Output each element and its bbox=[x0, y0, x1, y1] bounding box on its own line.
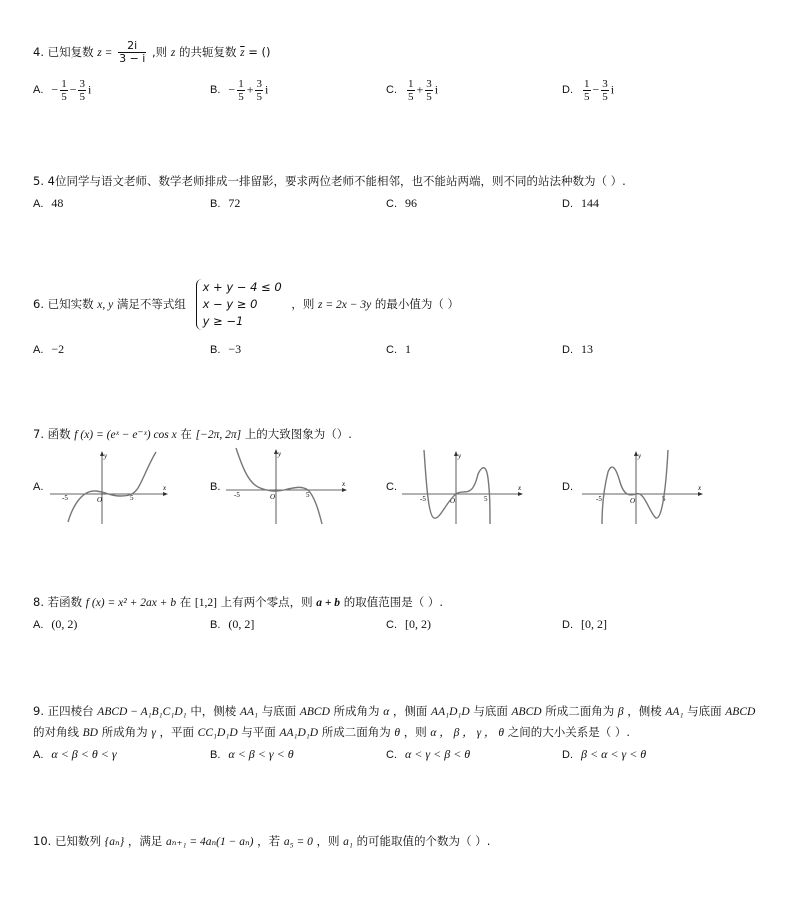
q7-prefix: 7. 函数 bbox=[33, 427, 71, 441]
q4-option-frac-1 bbox=[407, 78, 415, 103]
q7-d-tick-pos: 5 bbox=[662, 495, 666, 503]
q5-option-b: B. 72 bbox=[210, 196, 241, 210]
q7-c-tick-pos: 5 bbox=[484, 495, 488, 503]
q9-t11: 所成角为 bbox=[101, 725, 148, 739]
q4-option-frac-1 bbox=[60, 78, 68, 103]
q9-alpha: α bbox=[383, 706, 390, 718]
q4-option-d2: 5 bbox=[79, 91, 85, 103]
q7-graph-a bbox=[50, 450, 170, 526]
q4-option-n1: 1 bbox=[584, 78, 590, 90]
q4-mid: ,则 bbox=[152, 45, 168, 59]
q6-mid: 满足不等式组 bbox=[116, 297, 186, 311]
q7-graph-b bbox=[226, 446, 350, 526]
q9-t13: 与平面 bbox=[241, 725, 276, 739]
q7-a-origin: O bbox=[97, 496, 103, 504]
q9-option-d: D. β < α < γ < θ bbox=[562, 747, 647, 761]
q4-option-n2: 3 bbox=[426, 78, 432, 90]
q4-option-frac-2 bbox=[425, 78, 433, 103]
q7-c-origin: O bbox=[450, 497, 456, 505]
q4-option-n2: 3 bbox=[79, 78, 85, 90]
q7-a-x-label: x bbox=[163, 484, 167, 492]
q8-interval: [1,2] bbox=[194, 597, 217, 609]
q7-d-y-label: y bbox=[638, 452, 642, 460]
q8-prefix: 8. 若函数 bbox=[33, 595, 83, 609]
q9-t4: 所成角为 bbox=[333, 704, 380, 718]
q7-option-a-label: A. bbox=[33, 481, 44, 493]
q9-face3: AA₁D₁D bbox=[279, 727, 319, 739]
q4-prefix: 4. 已知复数 bbox=[33, 45, 94, 59]
q4-option-d2: 5 bbox=[256, 91, 262, 103]
q4-z-lhs: z = bbox=[97, 47, 113, 59]
q6-ineq-1: x + y − 4 ≤ 0 bbox=[202, 280, 282, 294]
q6-option-a: A. −2 bbox=[33, 342, 65, 356]
q7-interval: [−2π, 2π] bbox=[195, 429, 242, 441]
q9-t1: 9. 正四棱台 bbox=[33, 704, 94, 718]
q4-option-tag: B. bbox=[210, 84, 221, 97]
q10-suffix: 的可能取值的个数为（ ）. bbox=[356, 834, 491, 848]
q4-option-frac-2 bbox=[601, 78, 609, 103]
q4-option-op: − bbox=[69, 82, 77, 97]
q4-z-var: z bbox=[170, 47, 176, 59]
q4-option-i: i bbox=[434, 82, 439, 97]
q7-b-tick-neg: -5 bbox=[234, 491, 240, 499]
q9-aa1: AA₁ bbox=[239, 706, 259, 718]
q7-b-tick-pos: 5 bbox=[306, 491, 310, 499]
q7-option-d-label: D. bbox=[562, 481, 573, 493]
q6-expr: z = 2x − 3y bbox=[317, 299, 372, 311]
q4-option-op: + bbox=[416, 82, 424, 97]
q10-prefix: 10. 已知数列 bbox=[33, 834, 101, 848]
question-8 bbox=[33, 594, 443, 610]
q4-option-frac-2 bbox=[255, 78, 263, 103]
q4-option-op: + bbox=[246, 82, 254, 97]
q9-t9: 与底面 bbox=[687, 704, 722, 718]
q9-t16: 之间的大小关系是（ ）. bbox=[507, 725, 631, 739]
q7-graph-d bbox=[582, 448, 706, 526]
q9-option-c: C. α < γ < β < θ bbox=[386, 747, 471, 761]
q8-func: f (x) = x² + 2ax + b bbox=[85, 597, 177, 609]
question-5: 5. 4位同学与语文老师、数学老师排成一排留影，要求两位老师不能相邻，也不能站两端，则不同的站法种数为（ ）. bbox=[33, 174, 626, 188]
q6-suffix: 的最小值为（ ） bbox=[374, 297, 460, 311]
q4-suffix: 的共轭复数 bbox=[178, 45, 237, 59]
q7-mid: 在 bbox=[180, 427, 192, 441]
q9-t5: ，侧面 bbox=[392, 704, 428, 718]
q4-option-d1: 5 bbox=[584, 91, 590, 103]
q9-abcd2: ABCD bbox=[511, 706, 542, 718]
q9-t8: ，侧棱 bbox=[627, 704, 662, 718]
q10-mid2: ，若 bbox=[257, 834, 281, 848]
q4-option-n2: 3 bbox=[602, 78, 608, 90]
q4-option-d2: 5 bbox=[426, 91, 432, 103]
question-9-line-1 bbox=[33, 703, 755, 719]
q7-a-y-label: y bbox=[104, 452, 108, 460]
q4-option-i: i bbox=[87, 82, 92, 97]
q6-option-c: C. 1 bbox=[386, 342, 411, 356]
q4-option-n1: 1 bbox=[238, 78, 244, 90]
q4-option-n2: 3 bbox=[256, 78, 262, 90]
q4-z-bar: $\overline{z}$ bbox=[240, 47, 245, 59]
q6-ineq-3: y ≥ −1 bbox=[202, 314, 244, 328]
q4-option-tag: D. bbox=[562, 84, 573, 97]
q6-after: ，则 bbox=[291, 297, 315, 311]
q4-option-n1: 1 bbox=[61, 78, 67, 90]
q4-option-d bbox=[562, 78, 614, 103]
q4-option-c bbox=[386, 78, 438, 103]
q9-t7: 所成二面角为 bbox=[545, 704, 615, 718]
q9-beta: β bbox=[617, 706, 624, 718]
q9-list: α ， β ， γ ， θ bbox=[430, 727, 505, 739]
q9-gamma: γ bbox=[151, 727, 156, 739]
q4-option-a bbox=[33, 78, 91, 103]
question-6 bbox=[33, 279, 459, 330]
q5-option-a: A. 48 bbox=[33, 196, 64, 210]
q7-b-origin: O bbox=[270, 493, 276, 501]
q9-face1: AA₁D₁D bbox=[431, 706, 470, 718]
q4-option-tag: C. bbox=[386, 84, 397, 97]
q9-option-b: B. α < β < γ < θ bbox=[210, 747, 294, 761]
q7-d-x-label: x bbox=[698, 484, 702, 492]
q7-option-b-label: B. bbox=[210, 481, 221, 493]
q4-frac-num: 2i bbox=[118, 40, 146, 53]
q7-option-c-label: C. bbox=[386, 481, 397, 493]
q4-option-n1: 1 bbox=[408, 78, 414, 90]
q7-a-tick-pos: 5 bbox=[130, 494, 134, 502]
q4-end: = () bbox=[248, 45, 271, 59]
question-10 bbox=[33, 833, 490, 849]
q9-t10: 的对角线 bbox=[33, 725, 79, 739]
q7-c-y-label: y bbox=[458, 452, 462, 460]
q9-solid: ABCD − A₁B₁C₁D₁ bbox=[97, 706, 187, 718]
q9-t15: ，则 bbox=[403, 725, 427, 739]
q4-option-i: i bbox=[610, 82, 615, 97]
q4-option-sign: − bbox=[228, 82, 236, 97]
q7-c-x-label: x bbox=[518, 484, 522, 492]
q7-b-x-label: x bbox=[342, 480, 346, 488]
question-7 bbox=[33, 426, 352, 442]
q9-bd: BD bbox=[82, 727, 98, 739]
q7-d-origin: O bbox=[630, 497, 636, 505]
q9-t6: 与底面 bbox=[473, 704, 508, 718]
q7-a-tick-neg: -5 bbox=[62, 494, 68, 502]
q9-theta: θ bbox=[394, 727, 401, 739]
q7-c-tick-neg: -5 bbox=[420, 495, 426, 503]
q8-option-a: A. (0, 2) bbox=[33, 617, 78, 631]
q4-option-frac-1 bbox=[237, 78, 245, 103]
q9-t3: 与底面 bbox=[261, 704, 297, 718]
question-4 bbox=[33, 40, 271, 65]
q6-vars: x, y bbox=[97, 299, 114, 311]
q7-b-y-label: y bbox=[278, 450, 282, 458]
q9-t14: 所成二面角为 bbox=[321, 725, 391, 739]
q7-graph-c bbox=[402, 448, 526, 526]
q6-prefix: 6. 已知实数 bbox=[33, 297, 94, 311]
q10-a1: a₁ bbox=[343, 836, 353, 848]
q4-option-d1: 5 bbox=[61, 91, 67, 103]
q7-func: f (x) = (eˣ − e⁻ˣ) cos x bbox=[74, 429, 177, 441]
q7-suffix: 上的大致图象为（）. bbox=[244, 427, 352, 441]
q8-expr: a + b bbox=[316, 597, 341, 609]
q5-option-d: D. 144 bbox=[562, 196, 599, 210]
q5-option-c: C. 96 bbox=[386, 196, 417, 210]
q8-option-b: B. (0, 2] bbox=[210, 617, 255, 631]
q9-abcd3: ABCD bbox=[725, 706, 756, 718]
q6-option-b: B. −3 bbox=[210, 342, 242, 356]
q4-option-sign: − bbox=[51, 82, 59, 97]
q9-aa1b: AA₁ bbox=[665, 706, 684, 718]
q4-option-b bbox=[210, 78, 268, 103]
q8-mid2: 上有两个零点，则 bbox=[220, 595, 313, 609]
q4-option-frac-2 bbox=[78, 78, 86, 103]
q10-mid3: ，则 bbox=[316, 834, 340, 848]
q10-cond: a₅ = 0 bbox=[283, 836, 313, 848]
q4-option-tag: A. bbox=[33, 84, 44, 97]
q10-mid: ，满足 bbox=[127, 834, 163, 848]
q9-face2: CC₁D₁D bbox=[197, 727, 238, 739]
q4-option-d1: 5 bbox=[238, 91, 244, 103]
q9-option-a: A. α < β < θ < γ bbox=[33, 747, 117, 761]
q8-mid: 在 bbox=[179, 595, 192, 609]
q9-t12: ，平面 bbox=[159, 725, 195, 739]
q8-suffix: 的取值范围是（ ）. bbox=[343, 595, 444, 609]
q10-rec: aₙ₊₁ = 4aₙ(1 − aₙ) bbox=[166, 836, 254, 848]
q4-option-frac-1 bbox=[583, 78, 591, 103]
q4-option-d2: 5 bbox=[602, 91, 608, 103]
q4-option-d1: 5 bbox=[408, 91, 414, 103]
q8-option-c: C. [0, 2) bbox=[386, 617, 431, 631]
q7-d-tick-neg: -5 bbox=[596, 495, 602, 503]
q4-option-i: i bbox=[264, 82, 269, 97]
q9-abcd: ABCD bbox=[299, 706, 330, 718]
q8-option-d: D. [0, 2] bbox=[562, 617, 607, 631]
q10-seq: {aₙ} bbox=[104, 836, 125, 848]
q6-inequality-system bbox=[196, 279, 282, 330]
q6-option-d: D. 13 bbox=[562, 342, 593, 356]
q4-option-op: − bbox=[592, 82, 600, 97]
q9-t2: 中，侧棱 bbox=[190, 704, 237, 718]
question-9-line-2 bbox=[33, 724, 630, 740]
q4-fraction bbox=[118, 40, 146, 65]
q4-frac-den: 3 − i bbox=[119, 52, 146, 65]
q6-ineq-2: x − y ≥ 0 bbox=[202, 297, 258, 311]
